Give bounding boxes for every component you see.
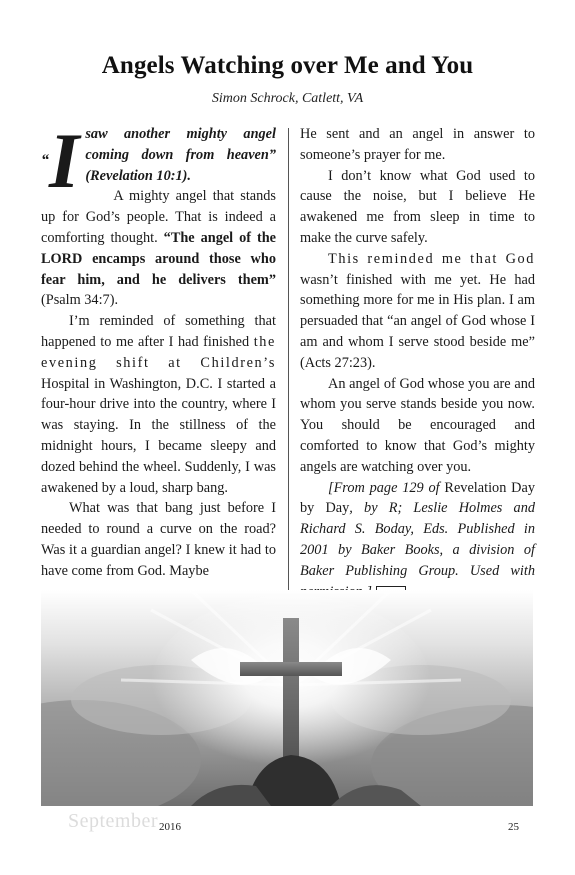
psalm-quote: “The angel of the LORD encamps around those who fear him, and he delivers them” [41,229,276,288]
paragraph: A mighty angel that stands up for God’s people. That is indeed a comforting thought. “The angel of the LORD encamps around those who fear him, and he delivers them” (Psalm 34:7). [41,188,276,309]
footer-year: 2016 [159,821,181,833]
cross-clouds-image [41,590,533,806]
drop-cap: “I [41,117,80,204]
paragraph: This reminded me that God wasn’t finished with me yet. He had something more for me in His plan. I am persuaded that “an angel of God whose I am and whom I serve stood beside me” (Acts 27:23). [300,250,535,371]
lead-verse: saw another mighty angel coming down from heaven” [85,126,276,163]
page-number: 25 [508,821,519,833]
paragraph: What was that bang just before I needed to round a curve on the road? Was it a guardian angel? I knew it had to have come from God. Maybe [41,500,276,579]
article-title: Angels Watching over Me and You [101,52,474,79]
paragraph: He sent and an angel in answer to someone’s prayer for me. [300,126,535,163]
paragraph: I’m reminded of something that happened to me after I had finished the evening shift at Children’s Hospital in Washington, D.C. I started a four-hour drive into the country, where I was staying. In the stillness of the midnight hours, I became sleepy and dozed behind the wheel. Suddenly, I was awakened by a loud, sharp bang. [41,313,276,496]
lead-verse-ref: (Revelation 10:1). [85,167,191,184]
footer-month: September [68,810,159,832]
source-citation: [From page 129 of Revelation Day by Day, by R; Leslie Holmes and Richard S. Boday, Eds. Published in 2001 by Baker Books, a division of Baker Publishing Group. Used with [300,478,535,603]
column-divider [288,128,289,596]
paragraph: I don’t know what God used to cause the noise, but I believe He awakened me from sleep in time to make the curve safely. [300,167,535,246]
right-column [300,124,535,602]
left-column [41,117,276,582]
article-byline: Simon Schrock, Catlett, VA [211,91,364,106]
lead-paragraph [41,117,276,204]
paragraph: An angel of God whose you are and whom you serve stands beside you now. You should be encouraged and comforted to know that God’s mighty angels are watching over you. [300,375,535,475]
cross-clouds-illustration [41,590,533,806]
